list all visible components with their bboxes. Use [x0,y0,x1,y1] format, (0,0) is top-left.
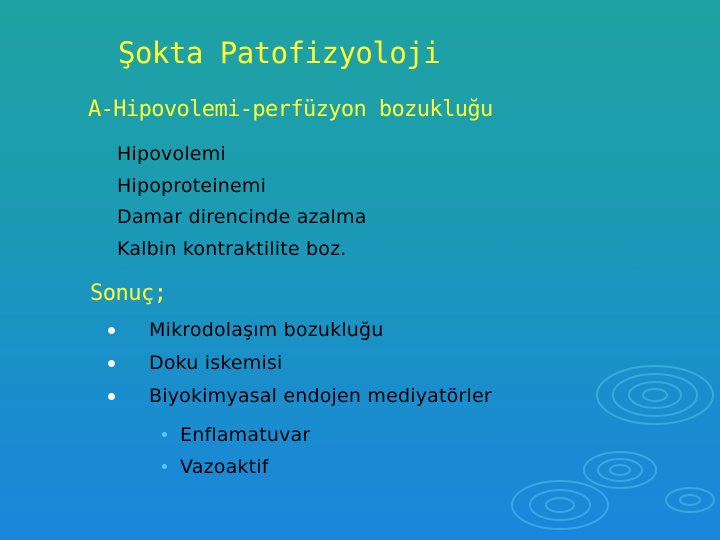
bullet-text: Mikrodolaşım bozukluğu [149,319,384,341]
section-a-heading: A-Hipovolemi-perfüzyon bozukluğu [88,97,493,122]
sub-bullet-dot-icon [162,432,167,437]
list-item: Damar direncinde azalma [117,206,367,228]
bullet-dot-icon [108,360,115,367]
sub-bullet-dot-icon [162,464,167,469]
list-item: Kalbin kontraktilite boz. [117,237,347,260]
bullet-item [108,380,492,413]
bullet-text: Doku iskemisi [149,352,283,374]
list-item: Hipovolemi [117,143,226,165]
section-b-heading: Sonuç; [90,281,167,306]
section-b-list [108,314,492,413]
bullet-item [108,347,492,380]
sub-bullet-text: Vazoaktif [180,456,269,478]
sub-bullet-item [162,451,310,483]
list-item: Hipoproteinemi [117,174,267,197]
slide-title: Şokta Patofizyoloji [118,36,441,70]
sub-bullet-text: Enflamatuvar [180,424,311,446]
bullet-text: Biyokimyasal endojen mediyatörler [149,385,492,407]
bullet-dot-icon [108,327,115,334]
bullet-item [108,314,492,347]
section-a-list [117,139,367,265]
sub-bullet-item [162,419,310,451]
bullet-dot-icon [108,393,115,400]
section-b-sub-list [162,419,310,483]
